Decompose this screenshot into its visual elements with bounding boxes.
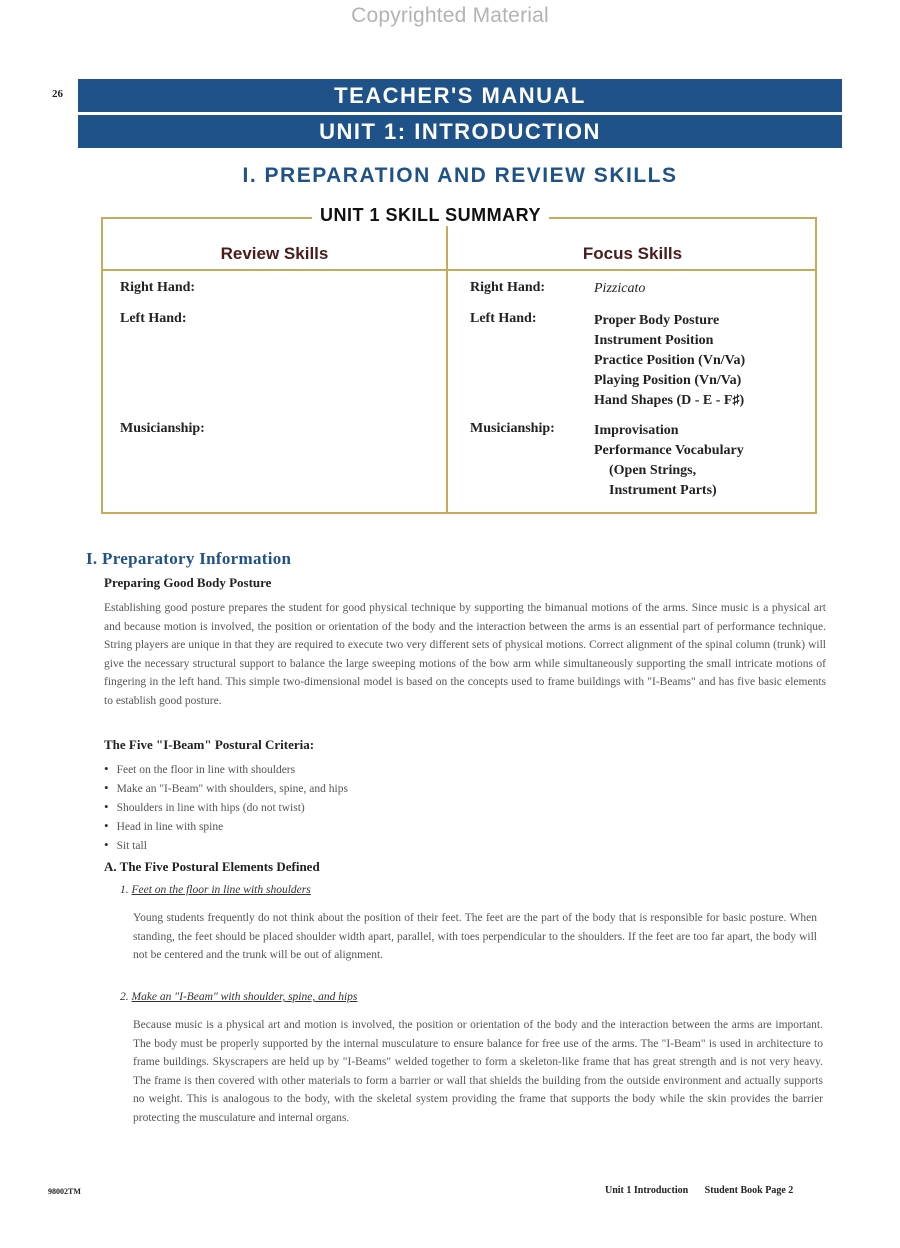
element-2-paragraph: Because music is a physical art and motion is involved, the position or orientation of the body and the interaction between the arms are important. The body must be properly supported by the internal musculature to ensure balance for free use of the arms. The "I-Beam" is used in architecture to frame buildings. Skyscrapers are held up by "I-Beams" welded together to form a skeleton-like frame that has great strength and is not very heavy. The frame is then covered with other materials to form a barrier or wall that shields the building from the outside environment and actually supports no weight. This is analogous to the body, with the skeletal system providing the frame that supports the body while the skin provides the barrier protecting the musculature and internal organs. (133, 1019, 823, 1124)
list-item: • Shoulders in line with hips (do not twist) (104, 798, 348, 817)
review-skills-header: Review Skills (220, 244, 329, 263)
list-item: Practice Position (Vn/Va) (594, 353, 746, 368)
focus-skills-header: Focus Skills (582, 244, 683, 263)
focus-musicianship-label: Musicianship: (470, 421, 555, 436)
footer-unit: Unit 1 Introduction (605, 1185, 689, 1196)
section-title: I. PREPARATION AND REVIEW SKILLS (242, 164, 678, 187)
footer-page-ref: Student Book Page 2 (704, 1185, 794, 1196)
header-divider (101, 269, 817, 271)
preparatory-info-heading: I. Preparatory Information (86, 549, 292, 568)
list-item: Instrument Position (594, 333, 714, 348)
element-1-title (120, 884, 311, 896)
list-item: • Head in line with spine (104, 817, 348, 836)
element-1-paragraph: Young students frequently do not think about the position of their feet. The feet are the part of the body that is responsible for basic posture. When standing, the feet should be placed shoulder width apart, parallel, with toes perpendicular to the shoulders. If the feet are too far apart, the body will not be centered and the trunk will be out of alignment. (133, 912, 817, 961)
skill-summary-title: UNIT 1 SKILL SUMMARY (312, 205, 549, 226)
list-item: (Open Strings, (609, 463, 697, 478)
focus-left-hand-label: Left Hand: (470, 311, 537, 326)
list-item: Instrument Parts) (609, 483, 717, 498)
unit-title-banner: UNIT 1: INTRODUCTION (78, 115, 842, 148)
list-item: • Sit tall (104, 836, 348, 855)
list-item: Hand Shapes (D - E - F♯) (594, 393, 745, 408)
review-left-hand-label: Left Hand: (120, 311, 187, 326)
element-2-title-text: Make an "I-Beam" with shoulder, spine, and hips (131, 991, 358, 1003)
element-1-number: 1. (120, 884, 129, 896)
review-right-hand-label: Right Hand: (120, 280, 196, 295)
criteria-list (104, 760, 348, 855)
teachers-manual-banner: TEACHER'S MANUAL (78, 79, 842, 112)
page-number: 26 (52, 88, 63, 100)
elements-heading: A. The Five Postural Elements Defined (104, 859, 320, 874)
footer-code: 98002TM (48, 1187, 81, 1196)
list-item: • Feet on the floor in line with shoulders (104, 760, 348, 779)
list-item: Performance Vocabulary (594, 443, 744, 458)
list-item: Proper Body Posture (594, 313, 720, 328)
focus-musicianship-list (594, 421, 744, 501)
body-posture-subheading: Preparing Good Body Posture (104, 575, 272, 590)
element-2-number: 2. (120, 991, 129, 1003)
list-item: Improvisation (594, 423, 679, 438)
posture-paragraph: Establishing good posture prepares the student for good physical technique by supporting the bimanual motions of the arms. Since music is a physical art and because motion is involved, the position or orientation of the body and the interaction between the arms is an essential part of performance technique. String players are unique in that they are required to execute two very different sets of physical motions. Correct alignment of the spinal column (trunk) will give the necessary structural support to balance the large sweeping motions of the bow arm while simultaneously supporting the small intricate motions of fingering in the left hand. This simple two-dimensional model is based on the concepts used to frame buildings with "I-Beams" and has five basic elements to establish good posture. (104, 602, 826, 707)
focus-left-hand-list (594, 311, 745, 411)
criteria-heading: The Five "I-Beam" Postural Criteria: (104, 737, 315, 752)
element-1-title-text: Feet on the floor in line with shoulders (131, 884, 311, 896)
copyright-watermark: Copyrighted Material (351, 4, 549, 27)
list-item: Playing Position (Vn/Va) (594, 373, 742, 388)
list-item: • Make an "I-Beam" with shoulders, spine, and hips (104, 779, 348, 798)
element-2-title (120, 991, 357, 1003)
review-musicianship-label: Musicianship: (120, 421, 205, 436)
focus-right-hand-label: Right Hand: (470, 280, 546, 295)
footer-reference (605, 1185, 793, 1196)
focus-right-hand-value: Pizzicato (594, 281, 646, 296)
